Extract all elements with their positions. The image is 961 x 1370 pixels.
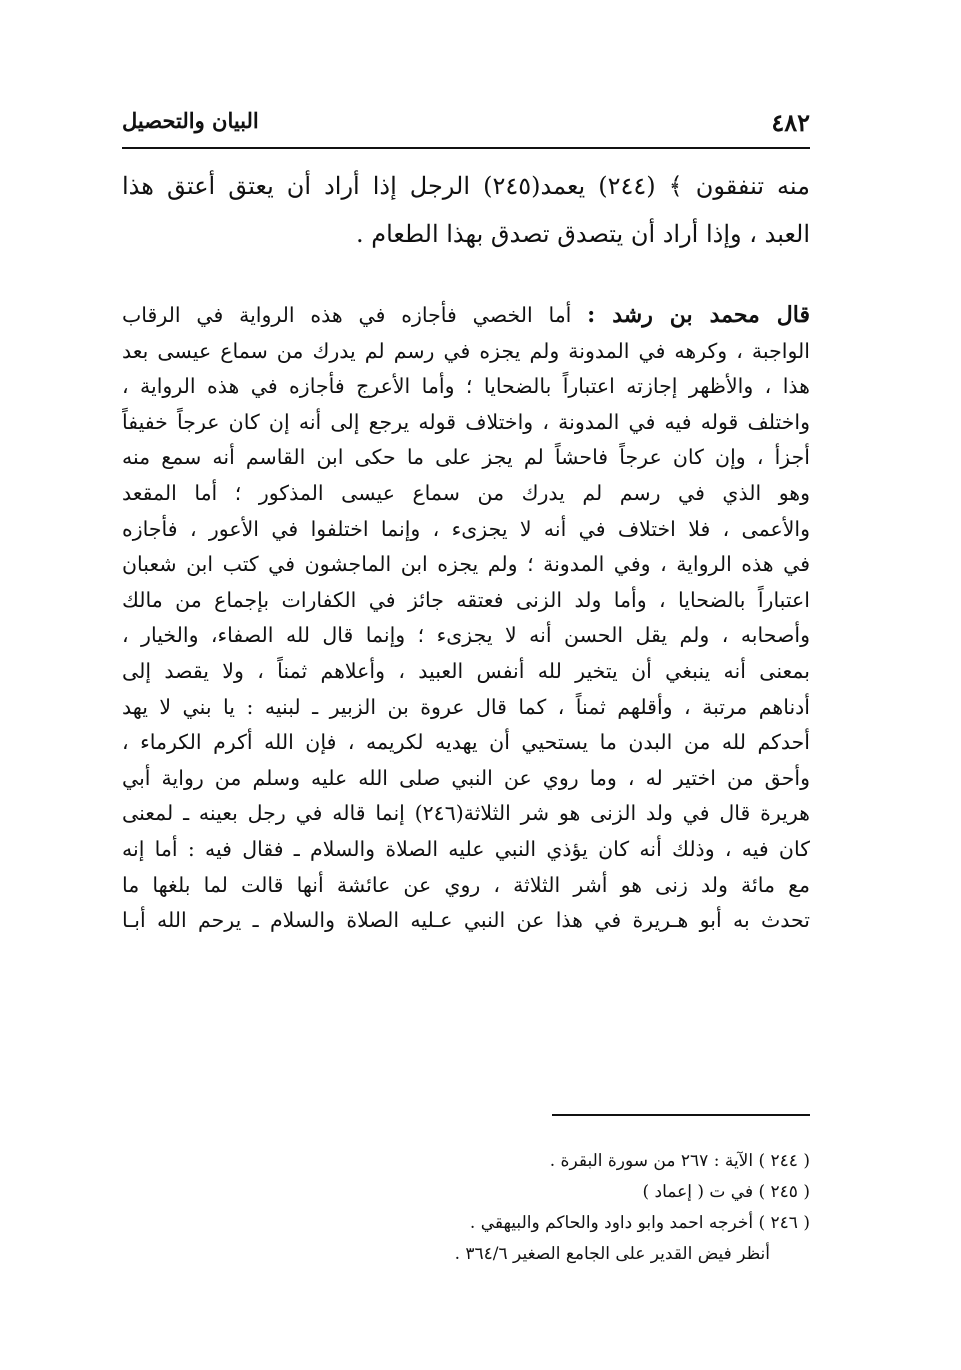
text-line: أجزأ ، وإن كان عرجاً فاحشاً لم يجز على ما حكى ابن القاسم أنه سمع منه	[122, 445, 810, 470]
opening-paragraph	[122, 162, 810, 258]
footnote-244: ( ٢٤٤ ) الآية : ٢٦٧ من سورة البقرة .	[549, 1151, 810, 1171]
running-title: البيان والتحصيل	[122, 108, 259, 133]
text-line: والأعمى ، فلا اختلاف في أنه لا يجزىء ، وإنما اختلفوا في الأعور ، فأجازه	[122, 516, 810, 541]
text-line: وهو الذي في رسم لم يدرك من سماع عيسى المذكور ؛ أما المقعد	[122, 480, 810, 505]
footnote-rule	[552, 1114, 810, 1116]
page-header	[122, 104, 810, 144]
text-line: منه تنفقون ﴾ (٢٤٤) يعمد(٢٤٥) الرجل إذا أراد أن يعتق أعتق هذا	[122, 172, 810, 200]
text-line: الواجبة ، وكرهه في المدونة ولم يجزه في رسم لم يدرك من سماع عيسى بعد	[122, 338, 810, 363]
text-line: أحدكم لله من البدن ما يستحيي أن يهديه لكريمه ، فإن الله أكرم الكرماء ،	[122, 730, 810, 755]
page-number: ٤٨٢	[771, 108, 810, 137]
text-line: في هذه الرواية ، وفي المدونة ؛ ولم يجزه ابن الماجشون في كتب ابن شعبان	[122, 552, 810, 577]
text-line: واختلف قوله فيه في المدونة ، واختلاف قوله يرجع إلى أنه إن كان عرجاً خفيفاً	[122, 409, 810, 434]
body-text	[122, 162, 810, 939]
header-rule	[122, 147, 810, 149]
footnote-245: ( ٢٤٥ ) في ت ( إعماد )	[642, 1182, 810, 1202]
footnote-246: ( ٢٤٦ ) أخرجه احمد وابو داود والحاكم والبيهقي .	[469, 1213, 810, 1233]
speaker-label: قال محمد بن رشد :	[587, 302, 810, 328]
first-line-text: أما الخصي فأجازه في هذه الرواية في الرقاب	[122, 303, 572, 327]
text-line: وأحق من اختير له ، وما روي عن النبي صلى الله عليه وسلم من رواية أبي	[122, 765, 810, 790]
commentary-paragraph	[122, 298, 810, 939]
text-line: بمعنى أنه ينبغي أن يتخير لله أنفس العبيد ، وأعلاهم ثمناً ، ولا يقصد إلى	[122, 658, 810, 683]
text-line: تحدث به أبو هـريرة في هذا عن النبي عـليه الصلاة والسلام ـ يرحم الله أبـا	[122, 908, 810, 933]
text-line: أدناهم مرتبة ، وأقلهم ثمناً ، كما قال عروة بن الزبير ـ لبنيه : يا بني لا يهد	[122, 694, 810, 719]
footnote-246-continuation: أنظر فيض القدير على الجامع الصغير ٣٦٤/٦ .	[454, 1244, 770, 1264]
text-line	[122, 298, 810, 334]
text-line: اعتباراً بالضحايا ، وأما ولد الزنى فعتقه جائز في الكفارات بإجماع من مالك	[122, 587, 810, 612]
text-line: وأصحابه ، ولم يقل الحسن أنه لا يجزىء ؛ وإنما قال لله الصفاء، والخيار ،	[122, 623, 810, 648]
text-line: هريرة قال في ولد الزنى هو شر الثلاثة(٢٤٦) إنما قاله في رجل بعينه ـ لمعنى	[122, 801, 810, 826]
footnotes	[122, 1146, 810, 1270]
text-line: هذا ، والأظهر إجازته اعتباراً بالضحايا ؛ وأما الأعرج فأجازه في هذه الرواية ،	[122, 374, 810, 399]
text-line: كان فيه ، وذلك أنه كان يؤذي النبي عليه الصلاة والسلام ـ فقال فيه : أما إنه	[122, 836, 810, 861]
text-line: مع مائة ولد زنى هو أشر الثلاثة ، روي عن عائشة أنها قالت لما بلغها ما	[122, 872, 810, 897]
text-line: العبد ، وإذا أراد أن يتصدق تصدق بهذا الطعام .	[355, 220, 810, 248]
